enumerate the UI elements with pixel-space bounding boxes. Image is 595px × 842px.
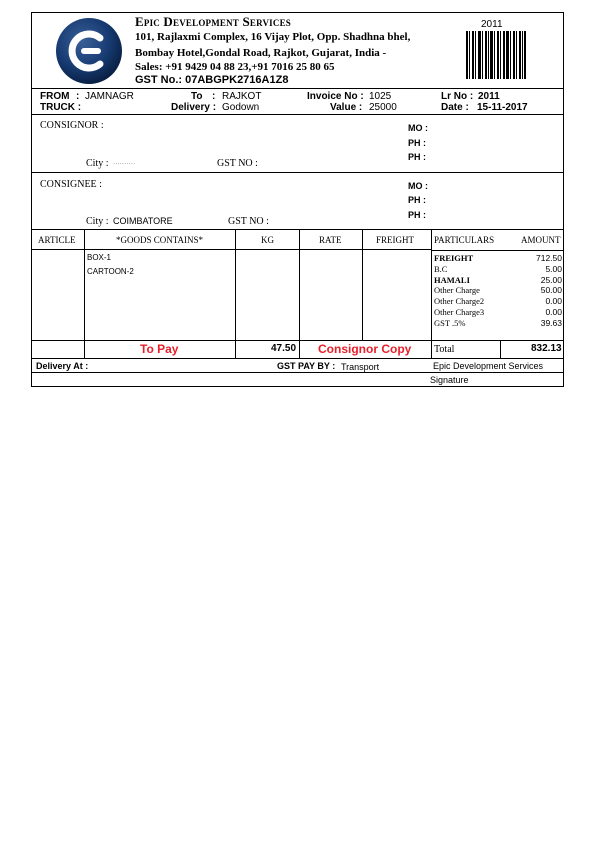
delivery-label: Delivery : bbox=[171, 102, 217, 113]
footer-sep-5 bbox=[500, 340, 501, 358]
lr-label: Lr No : bbox=[441, 91, 474, 102]
charge-amount: 25.00 bbox=[540, 274, 562, 285]
charge-amount: 50.00 bbox=[540, 285, 562, 296]
table-header-divider-right bbox=[431, 250, 564, 251]
company-sales-phone: Sales: +91 9429 04 88 23,+91 7016 25 80 65 bbox=[135, 61, 335, 73]
company-address-line1: 101, Rajlaxmi Complex, 16 Vijay Plot, Opp. Shadhna bhel, bbox=[135, 31, 411, 43]
consignor-city-label: City : bbox=[86, 158, 109, 169]
to-pay-label: To Pay bbox=[140, 342, 179, 356]
consignor-mo-label: MO : bbox=[408, 123, 428, 133]
to-label: To bbox=[191, 91, 203, 102]
truck-label: TRUCK : bbox=[40, 102, 82, 113]
consignee-city-label: City : bbox=[86, 216, 109, 227]
date-value: 15-11-2017 bbox=[477, 102, 528, 113]
consignee-ph2-label: PH : bbox=[408, 210, 426, 220]
lr-value: 2011 bbox=[478, 91, 500, 102]
charge-row bbox=[434, 318, 562, 329]
consignor-ph2-label: PH : bbox=[408, 152, 426, 162]
footer-top-line bbox=[31, 340, 564, 341]
goods-item-2: CARTOON-2 bbox=[87, 267, 134, 276]
company-name: Epic Development Services bbox=[135, 14, 291, 29]
consignor-ph1-label: PH : bbox=[408, 138, 426, 148]
signature-label: Signature bbox=[430, 375, 469, 385]
col-sep-rate bbox=[362, 229, 363, 340]
col-sep-kg bbox=[299, 229, 300, 340]
from-colon: : bbox=[76, 91, 80, 102]
route-divider bbox=[31, 114, 564, 115]
charge-amount: 39.63 bbox=[540, 317, 562, 328]
header-goods: *GOODS CONTAINS* bbox=[116, 235, 204, 245]
barcode-number: 2011 bbox=[481, 19, 503, 30]
header-freight: FREIGHT bbox=[376, 235, 414, 245]
consignee-ph1-label: PH : bbox=[408, 195, 426, 205]
goods-item-1: BOX-1 bbox=[87, 253, 112, 262]
charge-label: B.C bbox=[434, 263, 448, 274]
footer-sep-1 bbox=[84, 340, 85, 358]
charge-amount: 712.50 bbox=[536, 253, 562, 263]
from-label: FROM bbox=[40, 91, 70, 102]
charge-row bbox=[434, 275, 562, 286]
bottom-divider bbox=[31, 372, 564, 373]
charge-amount: 0.00 bbox=[545, 307, 562, 317]
to-colon: : bbox=[212, 91, 216, 102]
consignor-label: CONSIGNOR : bbox=[40, 120, 104, 131]
charge-row bbox=[434, 285, 562, 296]
from-value: JAMNAGR bbox=[85, 91, 134, 102]
consignee-mo-label: MO : bbox=[408, 181, 428, 191]
gst-pay-value: Transport bbox=[341, 362, 380, 372]
bottom-company-name: Epic Development Services bbox=[433, 361, 544, 371]
total-value: 832.13 bbox=[531, 343, 562, 354]
consignor-city-value: .......... bbox=[113, 157, 136, 166]
charge-label: FREIGHT bbox=[434, 253, 474, 263]
charge-row bbox=[434, 253, 562, 264]
charge-amount: 5.00 bbox=[545, 263, 562, 274]
footer-sep-4 bbox=[431, 340, 432, 358]
delivery-at-label: Delivery At : bbox=[36, 361, 89, 371]
consignee-divider bbox=[31, 229, 564, 230]
invoice-value: 1025 bbox=[369, 91, 392, 102]
barcode-image bbox=[466, 31, 526, 79]
col-sep-freight bbox=[431, 229, 432, 340]
header-amount: AMOUNT bbox=[521, 235, 561, 245]
footer-sep-2 bbox=[235, 340, 236, 358]
consignor-divider bbox=[31, 172, 564, 173]
col-sep-article bbox=[84, 229, 85, 340]
company-gst-number: GST No.: 07ABGPK2716A1Z8 bbox=[135, 74, 289, 86]
invoice-label: Invoice No : bbox=[307, 91, 364, 102]
col-sep-goods bbox=[235, 229, 236, 340]
value-value: 25000 bbox=[369, 102, 397, 113]
delivery-value: Godown bbox=[222, 102, 260, 113]
kg-total: 47.50 bbox=[271, 343, 297, 354]
charge-row bbox=[434, 296, 562, 307]
copy-label: Consignor Copy bbox=[318, 342, 412, 356]
charge-label: GST .5% bbox=[434, 317, 466, 328]
charge-row bbox=[434, 264, 562, 275]
footer-bottom-line bbox=[31, 358, 564, 359]
consignee-gst-label: GST NO : bbox=[228, 216, 269, 227]
charge-label: Other Charge3 bbox=[434, 307, 485, 317]
consignor-gst-label: GST NO : bbox=[217, 158, 258, 169]
table-header-divider bbox=[31, 249, 431, 250]
charge-row bbox=[434, 307, 562, 318]
consignee-label: CONSIGNEE : bbox=[40, 179, 102, 190]
date-label: Date : bbox=[441, 102, 469, 113]
charge-amount: 0.00 bbox=[545, 296, 562, 307]
total-label: Total bbox=[434, 344, 455, 355]
charge-label: Other Charge2 bbox=[434, 296, 485, 307]
company-logo bbox=[54, 16, 124, 86]
footer-sep-3 bbox=[299, 340, 300, 358]
charge-label: HAMALI bbox=[434, 274, 470, 285]
consignee-city-value: COIMBATORE bbox=[113, 216, 173, 226]
header-particulars: PARTICULARS bbox=[434, 235, 495, 245]
charge-label: Other Charge bbox=[434, 285, 480, 296]
header-kg: KG bbox=[261, 235, 274, 245]
header-rate: RATE bbox=[319, 235, 342, 245]
header-article: ARTICLE bbox=[38, 235, 76, 245]
value-label: Value : bbox=[330, 102, 363, 113]
to-value: RAJKOT bbox=[222, 91, 262, 102]
header-divider bbox=[31, 88, 564, 89]
gst-pay-label: GST PAY BY : bbox=[277, 361, 336, 371]
company-address-line2: Bombay Hotel,Gondal Road, Rajkot, Gujarat, India - bbox=[135, 47, 387, 59]
